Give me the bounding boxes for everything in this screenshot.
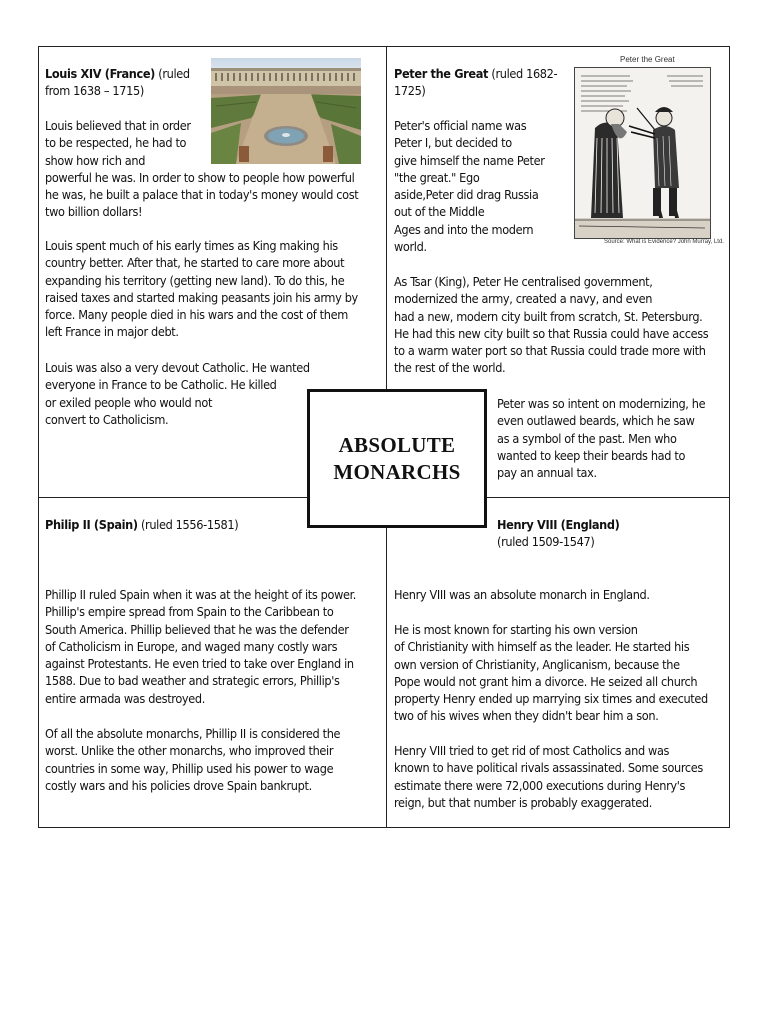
philip-p1-line: entire armada was destroyed.: [45, 690, 205, 706]
louis-p1-line: show how rich and: [45, 152, 146, 168]
louis-p2-line: expanding his territory (getting new land). To do this, he: [45, 272, 345, 288]
peter-p1-line: world.: [394, 239, 427, 255]
peter-image-caption: Peter the Great: [620, 55, 675, 64]
peter-heading: [394, 65, 557, 100]
henry-p1-line: Henry VIII was an absolute monarch in England.: [394, 587, 650, 602]
louis-p3-line: Louis was also a very devout Catholic. He wanted: [45, 360, 310, 375]
louis-p1-line: powerful he was. In order to show to people how powerful: [45, 169, 355, 185]
henry-p3-line: estimate there were 72,000 executions during Henry's: [394, 777, 686, 793]
philip-heading-rest: (ruled 1556-1581): [137, 517, 239, 532]
peter-p1-line: Ages and into the modern: [394, 221, 534, 237]
philip-p1-line: Phillip's empire spread from Spain to the Caribbean to: [45, 604, 334, 620]
louis-p2-line: Louis spent much of his early times as King making his: [45, 238, 338, 253]
philip-paragraph-2: [45, 725, 340, 794]
louis-paragraph-3: [45, 359, 310, 428]
louis-p2-line: raised taxes and started making peasants join his army by: [45, 289, 358, 305]
center-title: [333, 432, 460, 486]
louis-p3-line: or exiled people who would not: [45, 394, 213, 410]
louis-heading: [45, 65, 190, 100]
peter-heading-rest: (ruled 1682-: [488, 66, 558, 81]
peter-paragraph-3: [497, 395, 705, 481]
louis-paragraph-1: [45, 117, 358, 221]
henry-paragraph-2: [394, 621, 708, 725]
philip-p2-line: countries in some way, Phillip used his power to wage: [45, 760, 334, 776]
louis-p2-line: country better. After that, he started to care more about: [45, 255, 345, 271]
louis-p1-line: he was, he built a palace that in today's money would cost: [45, 187, 359, 203]
peter-paragraph-1: [394, 117, 545, 255]
peter-p2-line: to a warm water port so that Russia could trade more with: [394, 343, 706, 359]
philip-paragraph-1: [45, 586, 356, 707]
louis-heading-line2: from 1638 – 1715): [45, 83, 144, 99]
philip-p1-line: Phillip II ruled Spain when it was at the height of its power.: [45, 587, 357, 602]
louis-p3-line: convert to Catholicism.: [45, 411, 169, 427]
henry-p2-line: two of his wives when they didn't bear him a son.: [394, 708, 659, 724]
henry-p2-line: of Christianity with himself as the leader. He started his: [394, 639, 690, 655]
peter-paragraph-2: [394, 273, 708, 377]
philip-p1-line: South America. Phillip believed that he was the defender: [45, 621, 349, 637]
peter-p1-line: out of the Middle: [394, 204, 485, 220]
henry-paragraph-1: [394, 586, 650, 603]
peter-p1-line: Peter's official name was: [394, 118, 527, 133]
henry-p3-line: Henry VIII tried to get rid of most Catholics and was: [394, 743, 670, 758]
henry-heading-name: Henry VIII (England): [497, 517, 620, 532]
philip-p1-line: of Catholicism in Europe, and waged many costly wars: [45, 638, 338, 654]
henry-p2-line: He is most known for starting his own version: [394, 622, 638, 637]
peter-p2-line: He had this new city built so that Russia could have access: [394, 325, 709, 341]
peter-beard-cutting-engraving: [574, 67, 711, 239]
peter-p3-line: as a symbol of the past. Men who: [497, 430, 677, 446]
peter-image-source: Source: What is Evidence? John Murray, Ltd.: [604, 239, 724, 245]
louis-paragraph-2: [45, 237, 358, 341]
henry-p2-line: Pope would not grant him a divorce. He seized all church: [394, 673, 698, 689]
peter-p3-line: pay an annual tax.: [497, 465, 597, 481]
peter-p1-line: give himself the name Peter: [394, 152, 545, 168]
center-title-line1: ABSOLUTE: [338, 432, 456, 457]
philip-p2-line: worst. Unlike the other monarchs, who improved their: [45, 743, 334, 759]
henry-p2-line: property Henry ended up marrying six times and executed: [394, 691, 708, 707]
philip-p1-line: against Protestants. He even tried to take over England in: [45, 656, 354, 672]
henry-p3-line: reign, but that number is probably exaggerated.: [394, 794, 652, 810]
louis-p2-line: left France in major debt.: [45, 324, 179, 340]
peter-heading-name: Peter the Great: [394, 66, 489, 81]
peter-p1-line: Peter I, but decided to: [394, 135, 512, 151]
henry-heading-line2: (ruled 1509-1547): [497, 534, 595, 550]
louis-p1-line: Louis believed that in order: [45, 118, 191, 133]
henry-p2-line: own version of Christianity, Anglicanism, because the: [394, 656, 680, 672]
henry-heading: [497, 516, 619, 551]
louis-p1-line: two billion dollars!: [45, 204, 143, 220]
peter-p2-line: As Tsar (King), Peter He centralised government,: [394, 274, 653, 289]
henry-paragraph-3: [394, 742, 703, 811]
louis-heading-rest: (ruled: [155, 66, 190, 81]
louis-heading-name: Louis XIV (France): [45, 66, 155, 81]
peter-p3-line: even outlawed beards, which he saw: [497, 413, 695, 429]
peter-heading-line2: 1725): [394, 83, 426, 99]
peter-p3-line: Peter was so intent on modernizing, he: [497, 396, 706, 411]
center-title-box: [307, 389, 487, 528]
philip-p1-line: 1588. Due to bad weather and strategic errors, Phillip's: [45, 673, 340, 689]
peter-p2-line: the rest of the world.: [394, 360, 506, 376]
philip-p2-line: Of all the absolute monarchs, Phillip II is considered the: [45, 726, 341, 741]
philip-heading: [45, 516, 238, 533]
louis-p2-line: force. Many people died in his wars and the cost of them: [45, 307, 348, 323]
peter-p2-line: modernized the army, created a navy, and even: [394, 291, 653, 307]
henry-p3-line: known to have political rivals assassinated. Some sources: [394, 760, 703, 776]
peter-p2-line: had a new, modern city built from scratch, St. Petersburg.: [394, 308, 703, 324]
philip-heading-name: Philip II (Spain): [45, 517, 138, 532]
peter-p3-line: wanted to keep their beards had to: [497, 447, 686, 463]
peter-p1-line: aside,Peter did drag Russia: [394, 187, 539, 203]
louis-p3-line: everyone in France to be Catholic. He killed: [45, 377, 277, 393]
louis-p1-line: to be respected, he had to: [45, 135, 187, 151]
peter-p1-line: "the great." Ego: [394, 169, 480, 185]
center-title-line2: MONARCHS: [333, 459, 461, 484]
philip-p2-line: costly wars and his policies drove Spain bankrupt.: [45, 777, 312, 793]
